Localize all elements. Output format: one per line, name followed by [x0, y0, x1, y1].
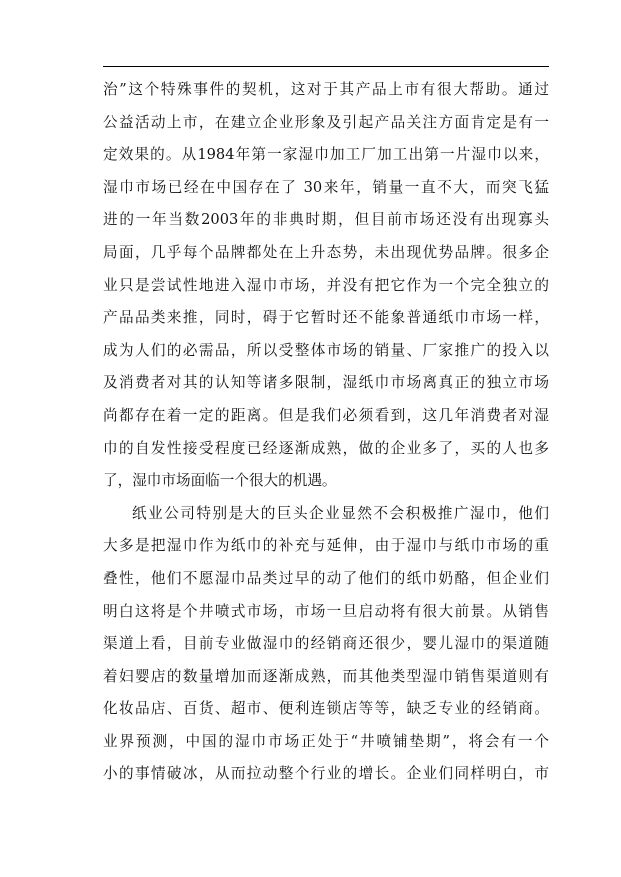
- text-line: 业只是尝试性地进入湿巾市场，并没有把它作为一个完全独立的: [103, 276, 549, 294]
- text-line: 公益活动上市，在建立企业形象及引起产品关注方面肯定是有一: [103, 113, 549, 131]
- text-line: 明白这将是个井喷式市场，市场一旦启动将有很大前景。从销售: [103, 602, 549, 620]
- text-line: 大多是把湿巾作为纸巾的补充与延伸，由于湿巾与纸巾市场的重: [103, 537, 549, 555]
- text-line: 小的事情破冰，从而拉动整个行业的增长。企业们同样明白，市: [103, 765, 549, 783]
- text-line: 及消费者对其的认知等诸多限制，湿纸巾市场离真正的独立市场: [103, 374, 549, 392]
- body-text: [103, 74, 549, 791]
- text-line: 叠性，他们不愿湿巾品类过早的动了他们的纸巾奶酪，但企业们: [103, 569, 549, 587]
- text-line: 渠道上看，目前专业做湿巾的经销商还很少，婴儿湿巾的渠道随: [103, 635, 549, 653]
- text-line: 尚都存在着一定的距离。但是我们必须看到，这几年消费者对湿: [103, 406, 549, 424]
- text-line: 进的一年当数2003年的非典时期，但目前市场还没有出现寡头: [103, 211, 549, 229]
- text-line: 治”这个特殊事件的契机，这对于其产品上市有很大帮助。通过: [103, 81, 549, 98]
- text-line: 成为人们的必需品，所以受整体市场的销量、厂家推广的投入以: [103, 341, 549, 359]
- text-line: 巾的自发性接受程度已经逐渐成熟，做的企业多了，买的人也多: [103, 439, 549, 457]
- header-rule: [103, 66, 549, 67]
- text-line: 湿巾市场已经在中国存在了 30来年，销量一直不大，而突飞猛: [103, 178, 549, 196]
- text-line: 产品品类来推，同时，碍于它暂时还不能象普通纸巾市场一样，: [103, 309, 549, 327]
- text-line: 纸业公司特别是大的巨头企业显然不会积极推广湿巾，他们: [132, 504, 549, 522]
- text-line: 局面，几乎每个品牌都处在上升态势，未出现优势品牌。很多企: [103, 243, 549, 261]
- text-line: 了，湿巾市场面临一个很大的机遇。: [103, 472, 337, 490]
- text-line: 业界预测，中国的湿巾市场正处于“井喷铺垫期”，将会有一个: [103, 732, 549, 750]
- text-line: 定效果的。从1984年第一家湿巾加工厂加工出第一片湿巾以来，: [103, 146, 549, 164]
- text-line: 化妆品店、百货、超市、便利连锁店等等，缺乏专业的经销商。: [103, 700, 549, 718]
- text-line: 着妇婴店的数量增加而逐渐成熟，而其他类型湿巾销售渠道则有: [103, 667, 549, 685]
